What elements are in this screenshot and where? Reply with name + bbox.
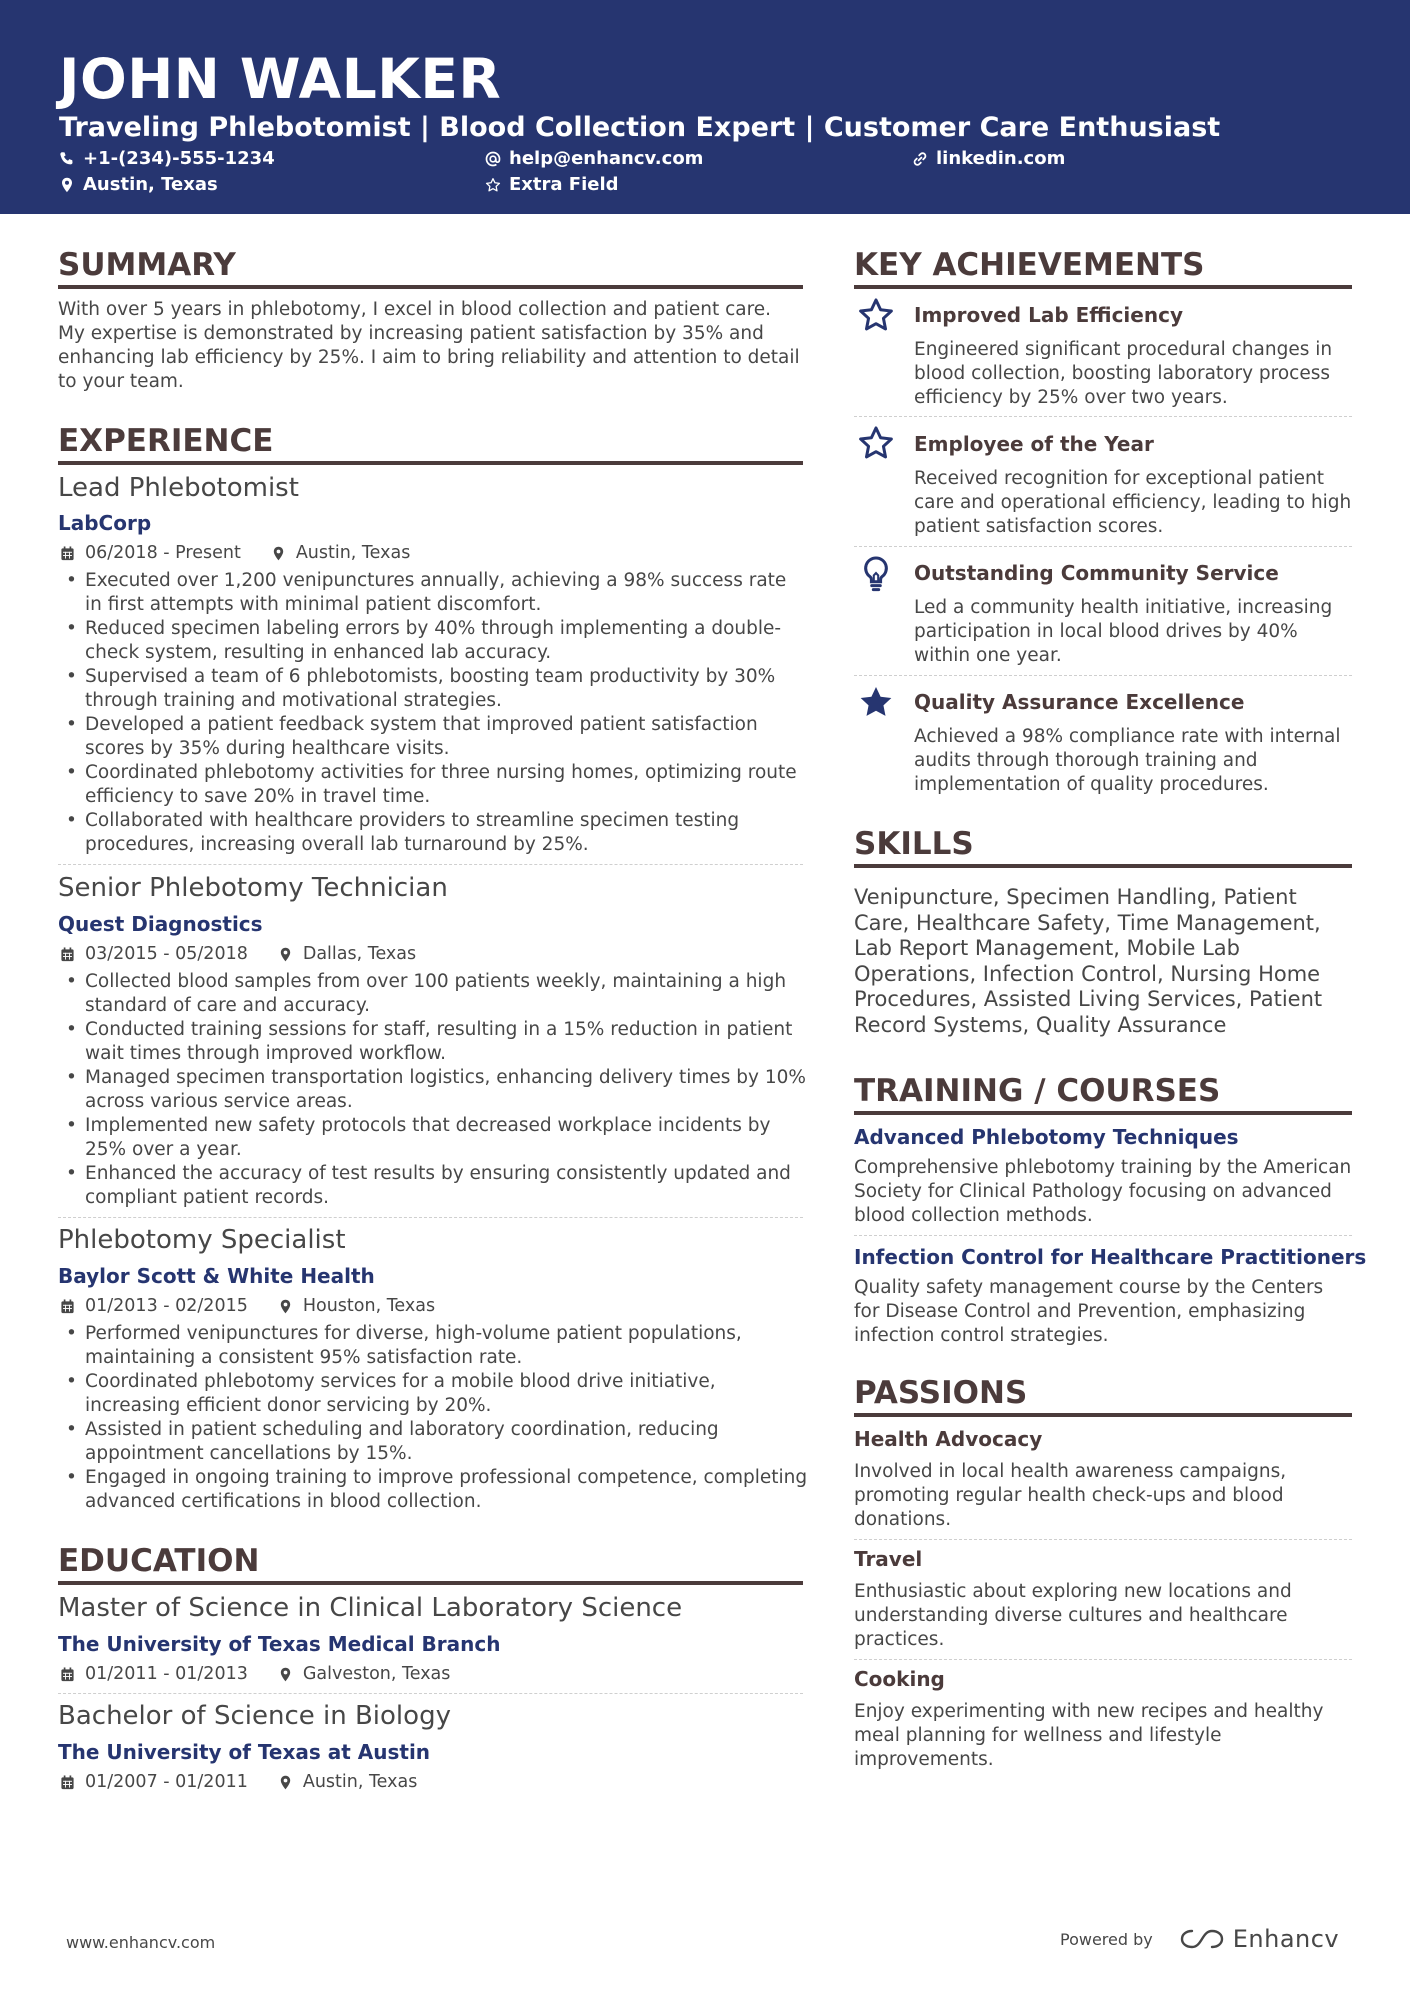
passions-rule: [854, 1413, 1352, 1417]
job-bullets: [58, 970, 808, 1210]
divider: [854, 1235, 1352, 1236]
skills-text: Venipuncture, Specimen Handling, Patient Care, Healthcare Safety, Time Management, Lab Report Management, Mobile Lab Operations, Infection Control, Nursing Home Procedures, Assisted Living Services, Patient Record Systems, Quality Assurance: [854, 885, 1323, 1037]
achievements-rule: [854, 285, 1352, 289]
divider: [58, 1217, 803, 1218]
experience-rule: [58, 461, 803, 465]
passion-text: Enthusiastic about exploring new locations and understanding diverse cultures and healthcare practices.: [854, 1581, 1292, 1650]
job-meta: [60, 1295, 435, 1317]
education-heading: EDUCATION: [58, 1543, 260, 1579]
list-item: • Implemented new safety protocols that decreased workplace incidents by 25% over a year.: [58, 1114, 808, 1162]
contact-extra: [485, 174, 619, 196]
passions-heading: PASSIONS: [854, 1375, 1028, 1411]
list-item: • Executed over 1,200 venipunctures annually, achieving a 98% success rate in first attempts with minimal patient discomfort.: [58, 569, 808, 617]
enhancv-logo-icon: [1179, 1926, 1225, 1952]
divider: [854, 675, 1352, 676]
footer-website[interactable]: www.enhancv.com: [66, 1933, 216, 1952]
contact-linkedin[interactable]: [912, 148, 1065, 170]
location-pin-icon: [59, 177, 75, 193]
education-location: Galveston, Texas: [302, 1664, 451, 1684]
divider: [58, 864, 803, 865]
education-dates: 01/2011 - 01/2013: [85, 1664, 248, 1684]
list-item: • Developed a patient feedback system that improved patient satisfaction scores by 35% during healthcare visits.: [58, 713, 808, 761]
education-rule: [58, 1581, 803, 1585]
star-icon: [485, 177, 501, 193]
job-company: Baylor Scott & White Health: [58, 1264, 375, 1288]
passion-title: Health Advocacy: [854, 1427, 1043, 1451]
job-location: Austin, Texas: [295, 543, 411, 563]
list-item: • Coordinated phlebotomy services for a mobile blood drive initiative, increasing efficient donor servicing by 20%.: [58, 1370, 808, 1418]
divider: [854, 416, 1352, 417]
skills-heading: SKILLS: [854, 826, 974, 862]
list-item: • Reduced specimen labeling errors by 40% through implementing a double-check system, resulting in enhanced lab accuracy.: [58, 617, 808, 665]
achievement-text: Achieved a 98% compliance rate with internal audits through thorough training and implementation of quality procedures.: [914, 726, 1341, 795]
resume-header: [0, 0, 1410, 214]
list-item: • Conducted training sessions for staff, resulting in a 15% reduction in patient wait times through improved workflow.: [58, 1018, 808, 1066]
achievements-heading: KEY ACHIEVEMENTS: [854, 247, 1205, 283]
achievement-text: Received recognition for exceptional patient care and operational efficiency, leading to high patient satisfaction scores.: [914, 468, 1352, 537]
divider: [58, 1693, 803, 1694]
passion-title: Travel: [854, 1547, 923, 1571]
education-meta: [60, 1771, 417, 1793]
passion-text: Enjoy experimenting with new recipes and healthy meal planning for wellness and lifestyle improvements.: [854, 1701, 1324, 1770]
course-text: Quality safety management course by the Centers for Disease Control and Prevention, emphasizing infection control strategies.: [854, 1277, 1324, 1346]
job-role: Lead Phlebotomist: [58, 473, 299, 503]
list-item: • Assisted in patient scheduling and laboratory coordination, reducing appointment cancellations by 15%.: [58, 1418, 808, 1466]
location-pin-icon: [278, 1775, 293, 1790]
list-item: • Engaged in ongoing training to improve professional competence, completing advanced certifications in blood collection.: [58, 1466, 808, 1514]
list-item: • Supervised a team of 6 phlebotomists, boosting team productivity by 30% through training and motivational strategies.: [58, 665, 808, 713]
divider: [854, 1539, 1352, 1540]
contact-phone: [59, 148, 275, 170]
link-icon: [912, 151, 928, 167]
course-title: Advanced Phlebotomy Techniques: [854, 1125, 1239, 1149]
at-sign-icon: [485, 151, 501, 167]
achievement-title: Quality Assurance Excellence: [914, 690, 1245, 714]
powered-by-text: Powered by: [1060, 1929, 1153, 1949]
job-location: Dallas, Texas: [302, 944, 417, 964]
location-pin-icon: [278, 1667, 293, 1682]
contact-location: [59, 174, 218, 196]
course-text: Comprehensive phlebotomy training by the American Society for Clinical Pathology focusing on advanced blood collection methods.: [854, 1157, 1352, 1226]
passion-text: Involved in local health awareness campaigns, promoting regular health check-ups and blood donations.: [854, 1461, 1287, 1530]
degree-title: Bachelor of Science in Biology: [58, 1701, 451, 1731]
calendar-icon: [60, 1775, 75, 1790]
lightbulb-icon: [857, 554, 895, 592]
phone-icon: [59, 151, 75, 167]
passion-title: Cooking: [854, 1667, 945, 1691]
school-name: The University of Texas Medical Branch: [58, 1632, 501, 1656]
location-pin-icon: [271, 546, 286, 561]
achievement-text: Engineered significant procedural changes in blood collection, boosting laboratory process efficiency by 25% over two years.: [914, 339, 1333, 408]
list-item: • Performed venipunctures for diverse, high-volume patient populations, maintaining a consistent 95% satisfaction rate.: [58, 1322, 808, 1370]
job-role: Senior Phlebotomy Technician: [58, 873, 448, 903]
candidate-tagline: Traveling Phlebotomist | Blood Collection Expert | Customer Care Enthusiast: [59, 112, 1221, 143]
achievement-title: Employee of the Year: [914, 432, 1154, 456]
experience-heading: EXPERIENCE: [58, 423, 274, 459]
achievement-text: Led a community health initiative, increasing participation in local blood drives by 40% within one year.: [914, 597, 1333, 666]
calendar-icon: [60, 947, 75, 962]
list-item: • Collaborated with healthcare providers to streamline specimen testing procedures, increasing overall lab turnaround by 25%.: [58, 809, 808, 857]
job-bullets: [58, 1322, 808, 1514]
location-pin-icon: [278, 1299, 293, 1314]
list-item: • Managed specimen transportation logistics, enhancing delivery times by 10% across various service areas.: [58, 1066, 808, 1114]
calendar-icon: [60, 1299, 75, 1314]
phone-text: +1-(234)-555-1234: [83, 148, 275, 169]
candidate-name: JOHN WALKER: [59, 47, 502, 111]
list-item: • Enhanced the accuracy of test results by ensuring consistently updated and compliant patient records.: [58, 1162, 808, 1210]
job-dates: 06/2018 - Present: [85, 543, 241, 563]
summary-text: With over 5 years in phlebotomy, I excel in blood collection and patient care. My expertise is demonstrated by increasing patient satisfaction by 35% and enhancing lab efficiency by 25%. I aim to bring reliability and attention to detail to your team.: [58, 299, 800, 392]
job-dates: 03/2015 - 05/2018: [85, 944, 248, 964]
skills-rule: [854, 864, 1352, 868]
job-role: Phlebotomy Specialist: [58, 1225, 346, 1255]
job-bullets: [58, 569, 808, 857]
achievement-title: Improved Lab Efficiency: [914, 303, 1183, 327]
divider: [854, 1659, 1352, 1660]
location-text: Austin, Texas: [83, 174, 218, 195]
star-filled-icon: [857, 683, 895, 721]
divider: [854, 546, 1352, 547]
star-outline-icon: [857, 424, 895, 462]
calendar-icon: [60, 1667, 75, 1682]
job-company: LabCorp: [58, 511, 152, 535]
training-heading: TRAINING / COURSES: [854, 1073, 1221, 1109]
list-item: • Collected blood samples from over 100 patients weekly, maintaining a high standard of care and accuracy.: [58, 970, 808, 1018]
job-location: Houston, Texas: [302, 1296, 436, 1316]
contact-email[interactable]: [485, 148, 703, 170]
job-company: Quest Diagnostics: [58, 912, 263, 936]
linkedin-text: linkedin.com: [936, 148, 1066, 169]
location-pin-icon: [278, 947, 293, 962]
degree-title: Master of Science in Clinical Laboratory Science: [58, 1593, 683, 1623]
job-meta: [60, 943, 416, 965]
footer-branding: [1060, 1925, 1339, 1953]
job-dates: 01/2013 - 02/2015: [85, 1296, 248, 1316]
school-name: The University of Texas at Austin: [58, 1740, 431, 1764]
brand-name: Enhancv: [1232, 1925, 1340, 1953]
email-text: help@enhancv.com: [509, 148, 704, 169]
education-meta: [60, 1663, 450, 1685]
education-location: Austin, Texas: [302, 1772, 418, 1792]
job-meta: [60, 542, 410, 564]
star-outline-bold-icon: [857, 296, 895, 334]
calendar-icon: [60, 546, 75, 561]
training-rule: [854, 1111, 1352, 1115]
summary-rule: [58, 285, 803, 289]
extra-field-text: Extra Field: [509, 174, 619, 195]
list-item: • Coordinated phlebotomy activities for three nursing homes, optimizing route efficiency to save 20% in travel time.: [58, 761, 808, 809]
summary-heading: SUMMARY: [58, 247, 236, 283]
course-title: Infection Control for Healthcare Practitioners: [854, 1245, 1367, 1269]
education-dates: 01/2007 - 01/2011: [85, 1772, 248, 1792]
achievement-title: Outstanding Community Service: [914, 561, 1279, 585]
